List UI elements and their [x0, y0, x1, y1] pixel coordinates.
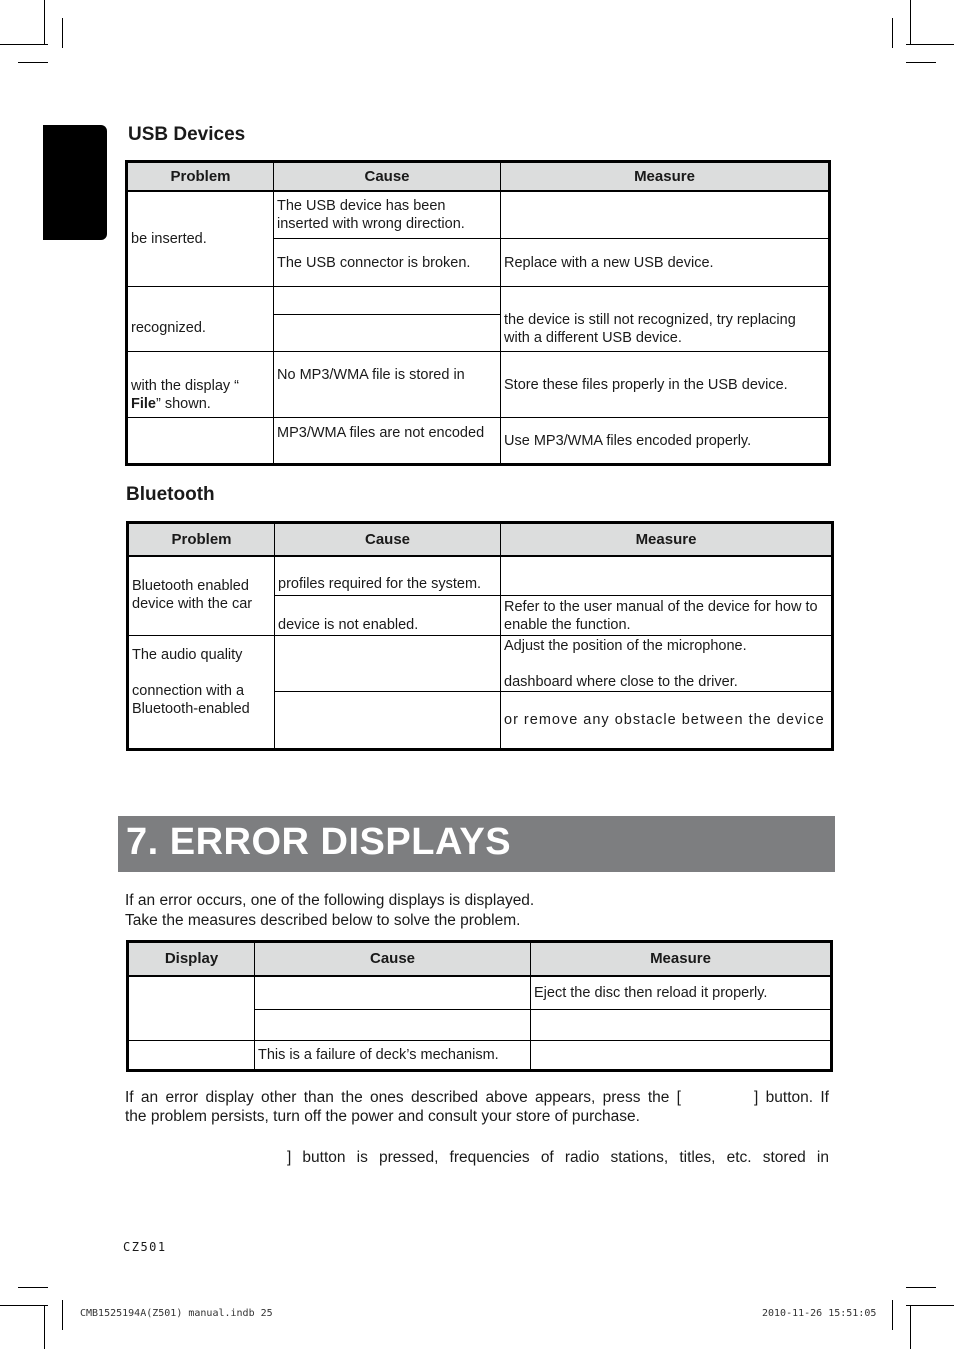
- measure-cell: [531, 1010, 832, 1041]
- error-note-line: ] button is pressed, frequencies of radio stations, titles, etc. stored in: [287, 1149, 829, 1166]
- display-cell: [128, 976, 255, 1041]
- error-note-line: If an error display other than the ones described above appears, press the [ ] button. If: [125, 1089, 829, 1106]
- crop-mark: [0, 1305, 48, 1306]
- column-header-problem: Problem: [127, 162, 274, 191]
- table-row: [127, 287, 830, 315]
- model-number: CZ501: [123, 1240, 167, 1254]
- problem-cell: be inserted.: [127, 191, 274, 287]
- display-file-label: File: [131, 396, 156, 412]
- cause-cell: [275, 692, 501, 750]
- table-row: [128, 976, 832, 1010]
- cause-cell: [274, 315, 501, 352]
- problem-cell: recognized.: [127, 287, 274, 352]
- column-header-cause: Cause: [274, 162, 501, 191]
- table-row: [127, 418, 830, 465]
- print-file-info: CMB1525194A(Z501) manual.indb 25: [80, 1308, 273, 1319]
- language-side-tab: [43, 125, 107, 240]
- cause-cell: The USB connector is broken.: [274, 239, 501, 287]
- error-displays-title: 7. ERROR DISPLAYS: [126, 821, 512, 863]
- display-cell: [128, 1041, 255, 1071]
- usb-section-title: USB Devices: [128, 124, 246, 145]
- crop-mark: [892, 1300, 893, 1330]
- crop-mark: [906, 62, 936, 63]
- error-displays-heading-band: [118, 816, 835, 872]
- error-intro-line: Take the measures described below to solve the problem.: [125, 912, 521, 929]
- problem-cell: [127, 352, 274, 418]
- problem-cell: [127, 418, 274, 465]
- table-row: [128, 1041, 832, 1071]
- cause-cell: No MP3/WMA file is stored in: [274, 352, 501, 418]
- crop-mark: [910, 0, 911, 44]
- table-row: [128, 556, 833, 596]
- measure-cell: or remove any obstacle between the device: [501, 692, 833, 750]
- measure-cell: Store these files properly in the USB device.: [501, 352, 830, 418]
- crop-mark: [906, 44, 954, 45]
- crop-mark: [44, 0, 45, 44]
- problem-cell: Bluetooth enabled device with the car: [128, 556, 275, 636]
- column-header-measure: Measure: [501, 523, 833, 556]
- column-header-measure: Measure: [501, 162, 830, 191]
- cause-cell: The USB device has been inserted with wrong direction.: [274, 191, 501, 239]
- measure-text: dashboard where close to the driver.: [504, 674, 738, 690]
- crop-mark: [44, 1305, 45, 1349]
- measure-cell: [501, 556, 833, 596]
- crop-mark: [892, 18, 893, 48]
- column-header-problem: Problem: [128, 523, 275, 556]
- crop-mark: [910, 1305, 911, 1349]
- cause-cell: MP3/WMA files are not encoded: [274, 418, 501, 465]
- cause-cell: [274, 287, 501, 315]
- problem-text: with the display “: [131, 378, 239, 394]
- measure-cell: [531, 1041, 832, 1071]
- problem-text: The audio quality: [132, 647, 243, 663]
- measure-cell: Replace with a new USB device.: [501, 239, 830, 287]
- problem-text: ” shown.: [155, 396, 211, 412]
- crop-mark: [0, 44, 48, 45]
- table-row: [127, 191, 830, 239]
- error-display-table: [126, 940, 833, 1072]
- measure-cell: Use MP3/WMA files encoded properly.: [501, 418, 830, 465]
- measure-cell: [501, 636, 833, 692]
- measure-cell: [501, 191, 830, 239]
- print-timestamp: 2010-11-26 15:51:05: [762, 1308, 877, 1319]
- error-note-line: the problem persists, turn off the power and consult your store of purchase.: [125, 1108, 640, 1125]
- bluetooth-troubleshooting-table: [126, 521, 834, 751]
- measure-cell: Eject the disc then reload it properly.: [531, 976, 832, 1010]
- bluetooth-section-title: Bluetooth: [126, 484, 215, 505]
- column-header-cause: Cause: [255, 942, 531, 976]
- column-header-display: Display: [128, 942, 255, 976]
- cause-cell: [255, 1010, 531, 1041]
- error-intro-line: If an error occurs, one of the following displays is displayed.: [125, 892, 535, 909]
- crop-mark: [62, 1300, 63, 1330]
- cause-cell: profiles required for the system.: [275, 556, 501, 596]
- measure-cell: the device is still not recognized, try replacing with a different USB device.: [501, 287, 830, 352]
- column-header-cause: Cause: [275, 523, 501, 556]
- problem-text: connection with a Bluetooth-enabled: [132, 683, 250, 717]
- cause-cell: [275, 636, 501, 692]
- column-header-measure: Measure: [531, 942, 832, 976]
- crop-mark: [906, 1305, 954, 1306]
- crop-mark: [18, 1287, 48, 1288]
- cause-cell: This is a failure of deck’s mechanism.: [255, 1041, 531, 1071]
- cause-cell: device is not enabled.: [275, 596, 501, 636]
- cause-cell: [255, 976, 531, 1010]
- measure-text: Adjust the position of the microphone.: [504, 638, 747, 654]
- table-row: [127, 352, 830, 418]
- crop-mark: [18, 62, 48, 63]
- crop-mark: [906, 1287, 936, 1288]
- problem-cell: [128, 636, 275, 750]
- measure-cell: Refer to the user manual of the device for how to enable the function.: [501, 596, 833, 636]
- crop-mark: [62, 18, 63, 48]
- table-row: [128, 636, 833, 692]
- usb-troubleshooting-table: [125, 160, 831, 466]
